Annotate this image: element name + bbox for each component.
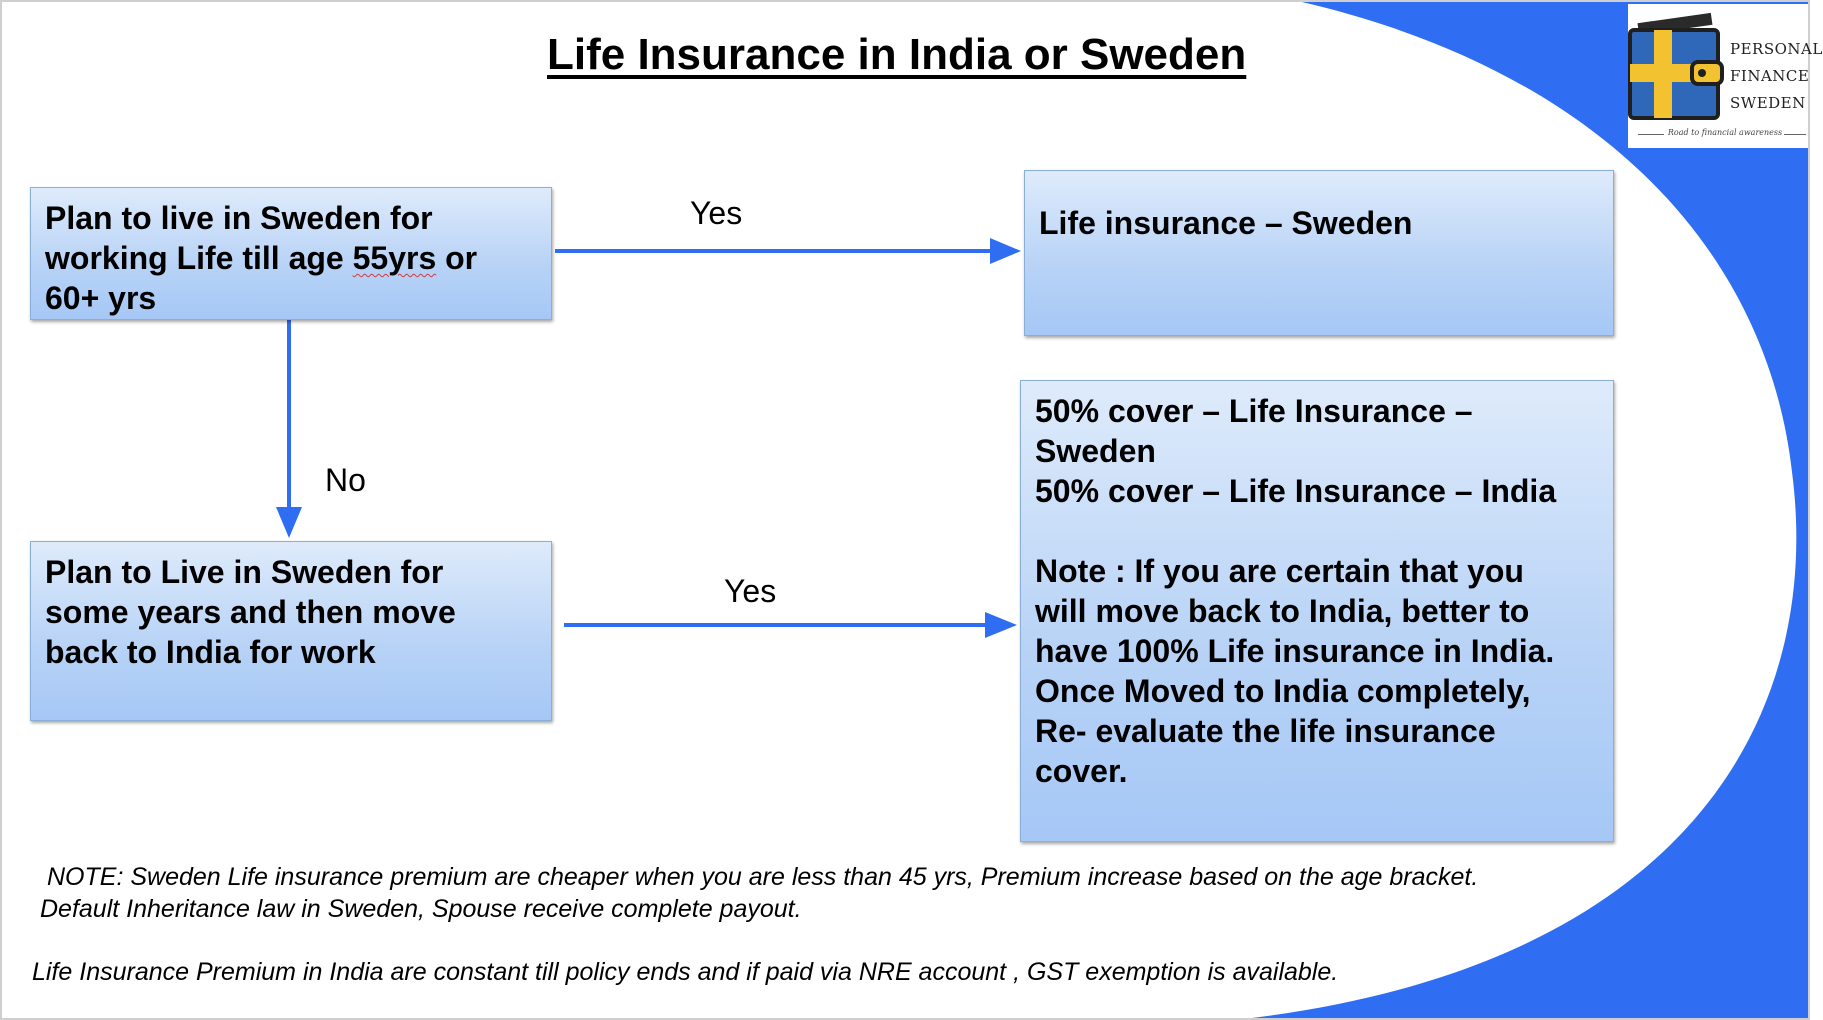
footnote-india-premium: Life Insurance Premium in India are constant till policy ends and if paid via NRE account , GST exemption is available. [32, 958, 1339, 986]
tagline-rule-right [1784, 134, 1806, 135]
question-1-line-3: 60+ yrs [45, 280, 157, 316]
yes-arrow-bottom-head [985, 612, 1017, 638]
page-title: Life Insurance in India or Sweden [547, 30, 1247, 79]
result-2-note-2: will move back to India, better to [1035, 593, 1530, 629]
question-1-line-2-end: or [436, 240, 478, 276]
result-2-note-5: Re- evaluate the life insurance [1035, 713, 1496, 749]
result-1-text: Life insurance – Sweden [1039, 205, 1413, 241]
result-2-note-4: Once Moved to India completely, [1035, 673, 1531, 709]
logo [1628, 4, 1823, 148]
result-2-line-1: 50% cover – Life Insurance – [1035, 393, 1473, 429]
question-1-line-2 [45, 238, 537, 278]
no-label: No [325, 462, 366, 498]
result-2-note-1: Note : If you are certain that you [1035, 553, 1524, 589]
logo-word-finance: FINANCE [1730, 67, 1810, 85]
logo-tagline: Road to financial awareness [1667, 128, 1783, 137]
question-1-line-1: Plan to live in Sweden for [45, 200, 433, 236]
yes-arrow-top-head [990, 238, 1021, 264]
logo-word-sweden: SWEDEN [1730, 94, 1806, 112]
yes-label-bottom: Yes [724, 573, 777, 609]
footnote-premium-age: NOTE: Sweden Life insurance premium are cheaper when you are less than 45 yrs, Premium increase based on the age bracket. [47, 863, 1479, 891]
question-2-line-1: Plan to Live in Sweden for [45, 554, 444, 590]
footnote-inheritance: Default Inheritance law in Sweden, Spouse receive complete payout. [40, 895, 802, 923]
yes-label-top: Yes [690, 195, 743, 231]
spellcheck-flagged-word: 55yrs [352, 240, 437, 276]
result-2-note-6: cover. [1035, 753, 1128, 789]
no-arrow-down-head [276, 507, 302, 538]
result-2-line-2: Sweden [1035, 433, 1156, 469]
result-2-note-3: have 100% Life insurance in India. [1035, 633, 1555, 669]
question-box-long-term [30, 187, 552, 320]
logo-word-personal: PERSONAL [1730, 40, 1823, 58]
result-box-split-cover [1020, 380, 1614, 842]
result-2-line-3: 50% cover – Life Insurance – India [1035, 473, 1557, 509]
question-1-line-2-start: working Life till age [45, 240, 353, 276]
question-box-move-back [30, 541, 552, 721]
question-2-line-3: back to India for work [45, 634, 376, 670]
question-2-line-2: some years and then move [45, 594, 456, 630]
result-box-sweden [1024, 170, 1614, 336]
result-2-spacer [1035, 511, 1599, 551]
wallet-flag-icon [1628, 4, 1728, 122]
